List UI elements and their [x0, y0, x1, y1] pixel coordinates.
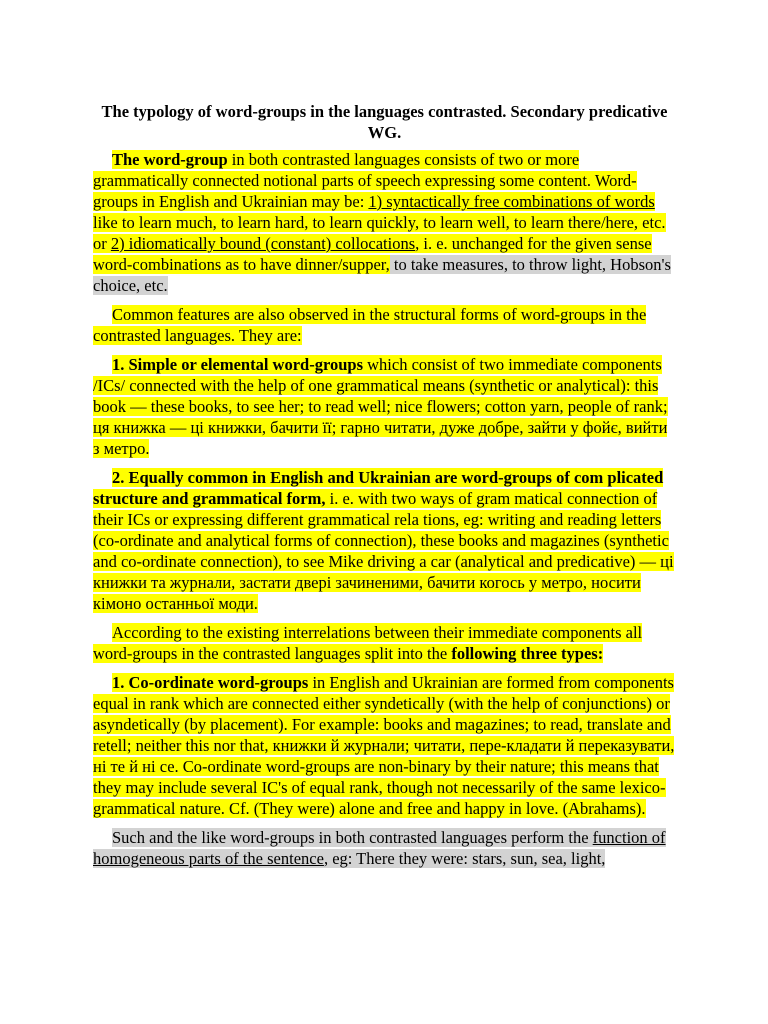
paragraph-simple-word-groups [93, 354, 676, 459]
p3-text: which consist of two immediate components /ICs/ connected with the help of one grammatical means (synthetic or analytical): this book — these books, to see her; to read well; nice flowers; cotton yarn, people of rank; ця книжка — ці книжки, бачити її; гарно читати, дуже добре, зайти у фойє, вийти з метро. [93, 355, 668, 458]
p7-text-2: , eg: There they were: stars, sun, sea, light, [323, 849, 606, 868]
term-word-group: The word-group [112, 150, 228, 169]
p1-text-2: like to learn much, to learn hard, to learn quickly, to learn well, to learn there/here, etc. or [93, 213, 666, 253]
free-combinations-link: 1) syntactically free combinations of words [368, 192, 655, 211]
p4-text: i. e. with two ways of gram matical connection of their ICs or expressing different grammatical rela tions, eg: writing and reading letters (co-ordinate and analytical forms of connection), these books and magazines (synthetic and co-ordinate connection), to see Mike driving a car (analytical and predicative) — ці книжки та журнали, застати двері зачиненими, бачити когось у метро, носити кімоно останньої моди. [93, 489, 674, 613]
paragraph-common-features [93, 304, 676, 346]
paragraph-word-group-definition [93, 149, 676, 296]
paragraph-three-types [93, 622, 676, 664]
term-coordinate-word-groups: 1. Co-ordinate word-groups [112, 673, 309, 692]
homogeneous-parts-link: function of homogeneous parts of the sentence [93, 828, 666, 868]
paragraph-homogeneous-parts [93, 827, 676, 869]
p1-text-1: in both contrasted languages consists of two or more grammatically connected notional parts of speech expressing some content. Word-groups in English and Ukrainian may be: [93, 150, 637, 211]
term-three-types: following three types: [451, 644, 604, 663]
paragraph-coordinate-word-groups [93, 672, 676, 819]
p2-text: Common features are also observed in the structural forms of word-groups in the contrasted languages. They are: [93, 305, 647, 345]
bound-collocations-link: 2) idiomatically bound (constant) collocations [110, 234, 416, 253]
p5-text: According to the existing interrelations between their immediate components all word-groups in the contrasted languages split into the [93, 623, 643, 663]
paragraph-complicated-word-groups [93, 467, 676, 614]
p7-text-1: Such and the like word-groups in both contrasted languages perform the [112, 828, 593, 847]
p1-grey-text: to take measures, to throw light, Hobson's choice, etc. [93, 255, 671, 295]
term-simple-word-groups: 1. Simple or elemental word-groups [112, 355, 364, 374]
p6-text: in English and Ukrainian are formed from components equal in rank which are connected either syndetically (with the help of conjunctions) or asyndetically (by placement). For example: books and magazines; to read, translate and retell; neither this nor that, книжки й журнали; читати, пере-кладати й переказувати, ні те й ні се. Co-ordinate word-groups are non-binary by their nature; this means that they may include several IC's of equal rank, though not necessarily of the same lexico-grammatical nature. Cf. (They were) alone and free and happy in love. (Abrahams). [93, 673, 675, 818]
term-complicated-word-groups: 2. Equally common in English and Ukrainian are word-groups of com plicated structure and grammatical form, [93, 468, 664, 508]
page-title: The typology of word-groups in the languages contrasted. Secondary predicative WG. [101, 102, 668, 142]
p1-text-3: , i. e. unchanged for the given sense word-combinations as to have dinner/supper, [93, 234, 652, 274]
